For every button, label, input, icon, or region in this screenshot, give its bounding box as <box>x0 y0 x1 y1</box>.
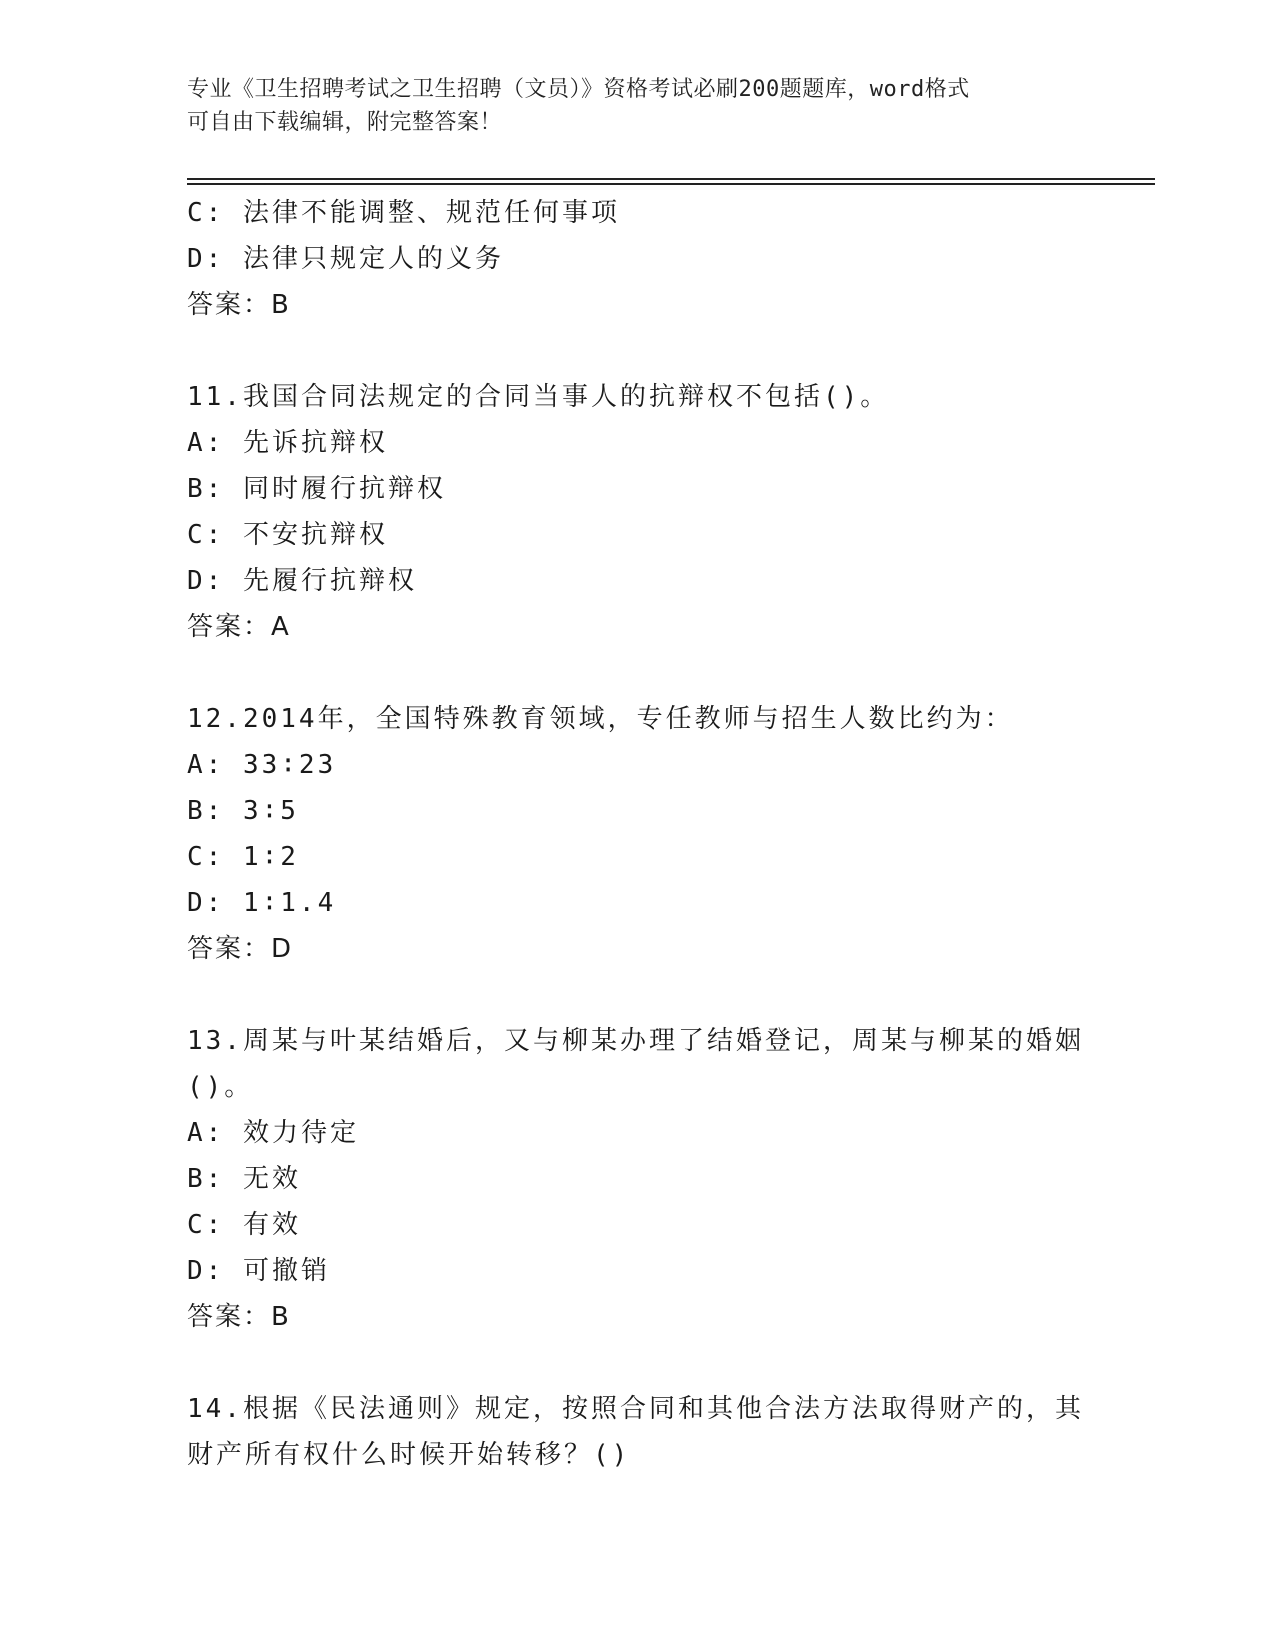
answer-label: 答案：B <box>187 290 291 320</box>
spacer <box>187 972 1087 1018</box>
option-d: D: 法律只规定人的义务 <box>187 244 504 274</box>
header-divider-top <box>187 178 1155 180</box>
answer-label: 答案：B <box>187 1302 291 1332</box>
question-block-13 <box>187 1018 1087 1340</box>
option-c: C: 法律不能调整、规范任何事项 <box>187 198 620 228</box>
question-list <box>187 190 1087 1478</box>
option-a: A: 33∶23 <box>187 750 337 780</box>
option-c: C: 1∶2 <box>187 842 299 872</box>
spacer <box>187 1340 1087 1386</box>
option-a: A: 先诉抗辩权 <box>187 428 388 458</box>
spacer <box>187 650 1087 696</box>
option-d: D: 1∶1.4 <box>187 888 337 918</box>
header-divider-bottom <box>187 183 1155 185</box>
question-block-14 <box>187 1386 1087 1478</box>
question-block-12 <box>187 696 1087 972</box>
option-c: C: 有效 <box>187 1210 301 1240</box>
option-b: B: 无效 <box>187 1164 301 1194</box>
option-d: D: 先履行抗辩权 <box>187 566 417 596</box>
answer-label: 答案：D <box>187 934 294 964</box>
header-line-2: 可自由下载编辑，附完整答案！ <box>187 110 503 135</box>
option-a: A: 效力待定 <box>187 1118 359 1148</box>
document-header <box>187 73 1087 139</box>
spacer <box>187 328 1087 374</box>
question-block-10 <box>187 190 1087 328</box>
question-title: 14.根据《民法通则》规定，按照合同和其他合法方法取得财产的，其财产所有权什么时候开始转移？() <box>187 1394 1084 1470</box>
option-b: B: 3∶5 <box>187 796 299 826</box>
question-title: 11.我国合同法规定的合同当事人的抗辩权不包括()。 <box>187 382 890 412</box>
option-b: B: 同时履行抗辩权 <box>187 474 446 504</box>
question-title: 13.周某与叶某结婚后，又与柳某办理了结婚登记，周某与柳某的婚姻()。 <box>187 1026 1084 1102</box>
question-title: 12.2014年，全国特殊教育领域，专任教师与招生人数比约为： <box>187 704 1014 734</box>
option-d: D: 可撤销 <box>187 1256 330 1286</box>
answer-label: 答案：A <box>187 612 291 642</box>
option-c: C: 不安抗辩权 <box>187 520 388 550</box>
question-block-11 <box>187 374 1087 650</box>
header-line-1: 专业《卫生招聘考试之卫生招聘（文员）》资格考试必刷200题题库，word格式 <box>187 77 970 102</box>
